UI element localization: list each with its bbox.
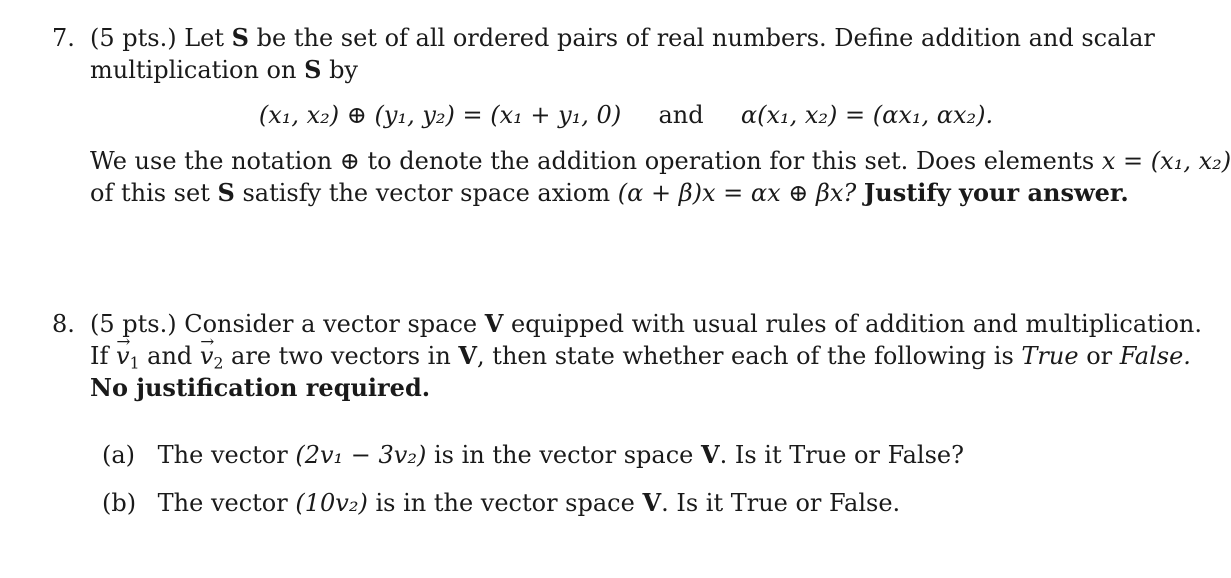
problem-7-text: Let (184, 24, 225, 52)
part-b-expression: (10v₂) (295, 488, 368, 517)
problem-8-line-1 (52, 308, 1203, 340)
problem-8-text: If (90, 342, 109, 371)
vector-v2: → v (200, 341, 214, 372)
part-label: (b) (102, 488, 137, 517)
problem-8-text: Consider a vector space (184, 310, 478, 338)
space-v: V (642, 487, 662, 517)
problem-7-line-3 (52, 146, 1231, 177)
axiom-expression: (α + β)x = αx ⊕ βx? (617, 178, 857, 207)
definition-equation (52, 100, 1162, 131)
part-text: . Is it True or False? (719, 440, 964, 469)
problem-8-text: are two vectors in (231, 342, 451, 371)
part-label: (a) (102, 440, 136, 469)
problem-7-text: by (329, 56, 358, 85)
problem-7-line-4 (52, 177, 1162, 209)
space-v: V (484, 309, 504, 338)
problem-7-text: multiplication on (90, 56, 297, 85)
set-s: S (304, 55, 322, 85)
problem-8-text: , then state whether each of the following is (477, 342, 1014, 371)
problem-8-parts (52, 439, 1162, 519)
problem-8-line-2 (52, 340, 1191, 373)
scalar-definition: α(x₁, x₂) = (αx₁, αx₂). (740, 101, 994, 130)
addition-definition: (x₁, x₂) ⊕ (y₁, y₂) = (x₁ + y₁, 0) (258, 101, 622, 130)
problem-7-text: of this set (90, 178, 210, 207)
problem-8-line-3 (52, 372, 1162, 404)
part-a (102, 439, 1162, 471)
problem-7-line-2 (52, 54, 1162, 86)
problem-8-number: 8. (52, 310, 75, 338)
problem-7-line-1 (52, 22, 1162, 54)
problem-8-text: and (147, 342, 193, 371)
part-text: The vector (157, 440, 288, 469)
true-word: True (1021, 342, 1079, 371)
problem-7-text: We use the notation ⊕ to denote the addition operation for this set. Does elements (90, 146, 1095, 175)
problem-7 (52, 22, 1231, 209)
part-a-expression: (2v₁ − 3v₂) (295, 440, 427, 469)
part-text: is in the vector space (375, 488, 635, 517)
problem-8-text: or (1086, 342, 1113, 371)
set-s: S (231, 23, 249, 52)
vector-v1: → v (116, 341, 130, 372)
space-v: V (701, 439, 720, 469)
set-s: S (217, 177, 235, 207)
problem-7-text: be the set of all ordered pairs of real numbers. Define addition and scalar (256, 24, 1155, 52)
problem-8-points: (5 pts.) (90, 310, 177, 338)
false-word: False. (1119, 342, 1191, 371)
part-text: . Is it True or False. (661, 488, 901, 517)
part-b (102, 487, 1162, 519)
space-v: V (458, 341, 478, 371)
problem-8 (52, 308, 1203, 535)
element-x: x = (x₁, x₂) (1101, 146, 1231, 175)
vector-v2-subscript: 2 (213, 354, 224, 373)
problem-7-text: satisfy the vector space axiom (242, 178, 611, 207)
problem-8-text: equipped with usual rules of addition and multiplication. (511, 310, 1203, 338)
equation-and: and (658, 101, 704, 130)
no-justification-note: No justification required. (90, 373, 431, 403)
vector-v1-subscript: 1 (129, 354, 140, 373)
problem-7-number: 7. (52, 24, 75, 52)
justify-instruction: Justify your answer. (863, 177, 1129, 207)
part-text: is in the vector space (434, 440, 694, 469)
problem-7-points: (5 pts.) (90, 24, 177, 52)
part-text: The vector (157, 488, 288, 517)
